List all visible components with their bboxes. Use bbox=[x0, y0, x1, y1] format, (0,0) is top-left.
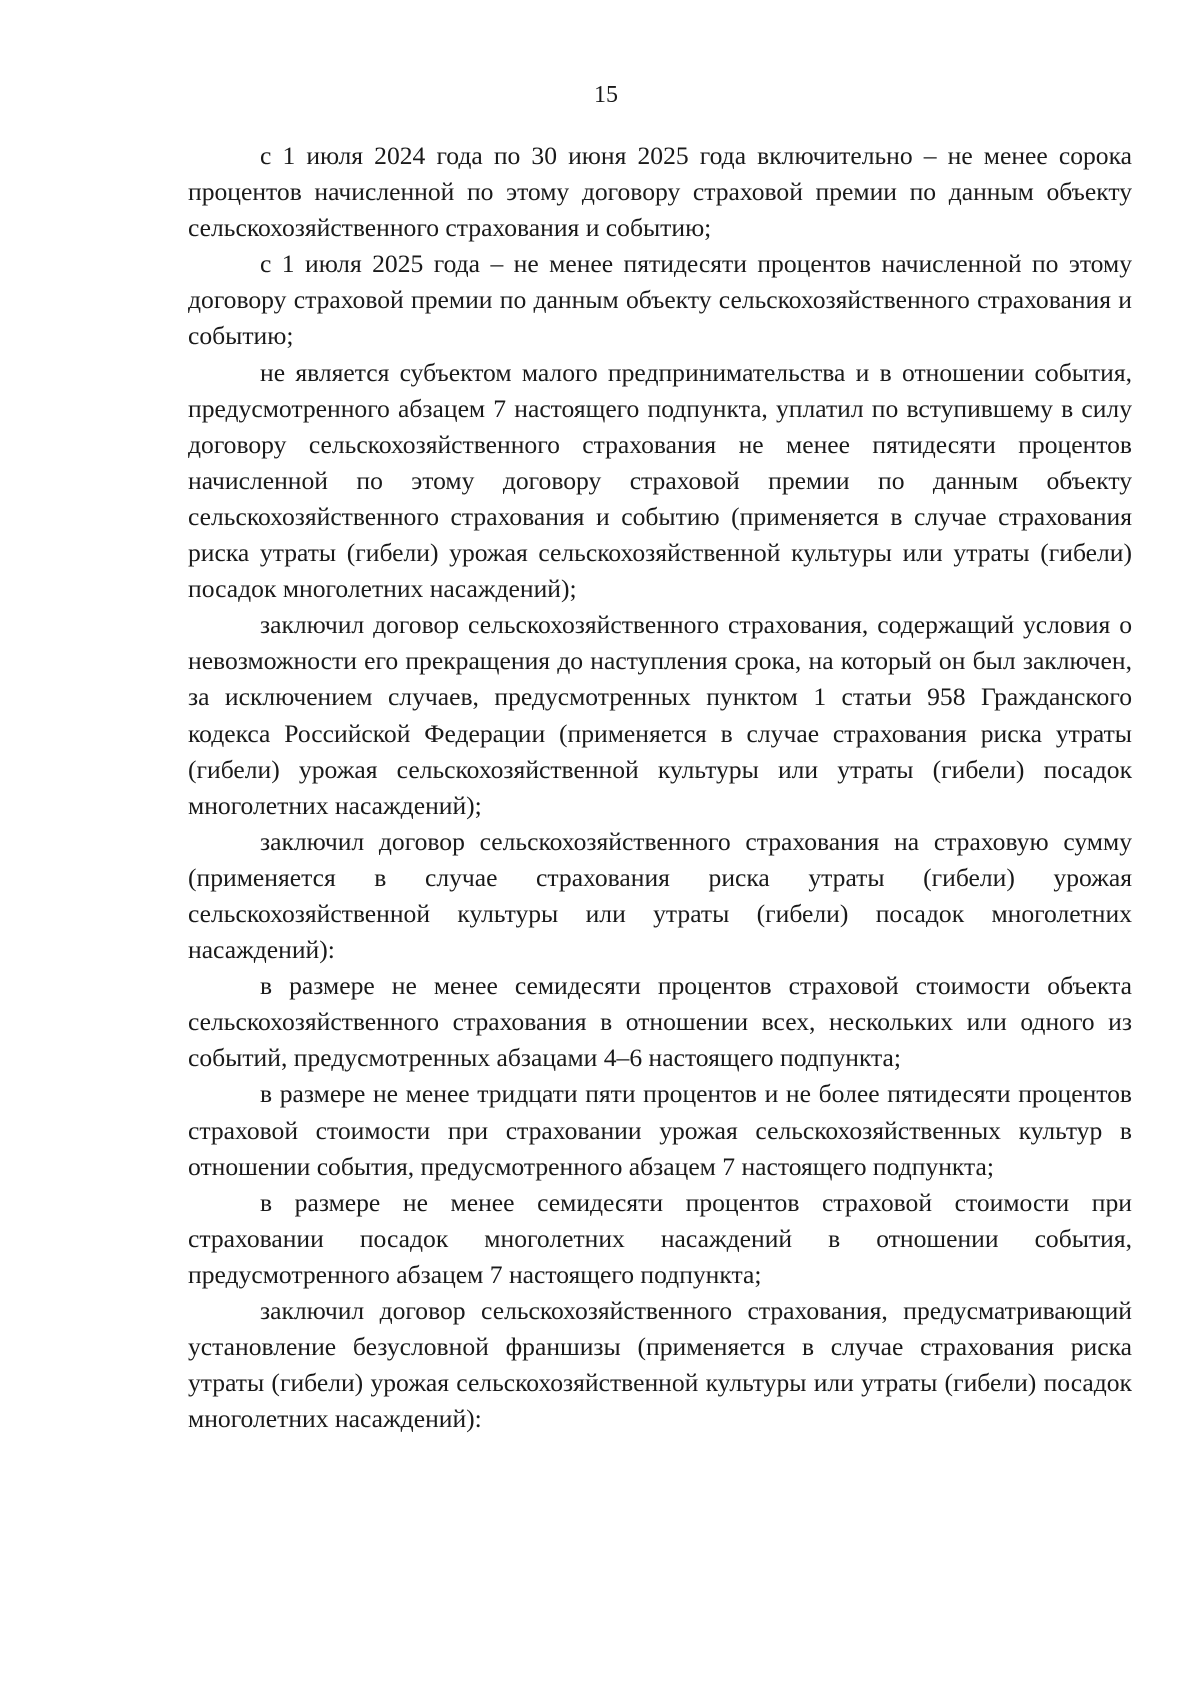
paragraph: в размере не менее семидесяти процентов страховой стоимости объекта сельскохозяйственного страхования в отношении всех, нескольких или одного из событий, предусмотренных абзацами 4–6 настоящего подпункта; bbox=[188, 971, 1132, 1073]
paragraph: заключил договор сельскохозяйственного страхования на страховую сумму (применяется в случае страхования риска утраты (гибели) урожая сельскохозяйственной культуры или утраты (гибели) посадок многолетних насаждений): bbox=[188, 826, 1132, 965]
paragraph: заключил договор сельскохозяйственного страхования, предусматривающий установление безусловной франшизы (применяется в случае страхования риска утраты (гибели) урожая сельскохозяйственной культуры или утраты (гибели) посадок многолетних насаждений): bbox=[188, 1296, 1132, 1434]
paragraph: с 1 июля 2025 года – не менее пятидесяти процентов начисленной по этому договору страховой премии по данным объекту сельскохозяйственного страхования и событию; bbox=[188, 249, 1132, 351]
document-body bbox=[188, 138, 1132, 1437]
paragraph: с 1 июля 2024 года по 30 июня 2025 года включительно – не менее сорока процентов начисленной по этому договору страховой премии по данным объекту сельскохозяйственного страхования и событию; bbox=[188, 141, 1132, 243]
paragraph: в размере не менее семидесяти процентов страховой стоимости при страховании посадок многолетних насаждений в отношении события, предусмотренного абзацем 7 настоящего подпункта; bbox=[188, 1187, 1132, 1289]
page-number: 15 bbox=[594, 82, 618, 108]
paragraph: заключил договор сельскохозяйственного страхования, содержащий условия о невозможности его прекращения до наступления срока, на который он был заключен, за исключением случаев, предусмотренных пунктом 1 статьи 958 Гражданского кодекса Российской Федерации (применяется в случае страхования риска утраты (гибели) урожая сельскохозяйственной культуры или утраты (гибели) посадок многолетних насаждений); bbox=[188, 610, 1132, 820]
paragraph: не является субъектом малого предпринимательства и в отношении события, предусмотренного абзацем 7 настоящего подпункта, уплатил по вступившему в силу договору сельскохозяйственного страхования не менее пятидесяти процентов начисленной по этому договору страховой премии по данным объекту сельскохозяйственного страхования и событию (применяется в случае страхования риска утраты (гибели) урожая сельскохозяйственной культуры или утраты (гибели) посадок многолетних насаждений); bbox=[188, 357, 1132, 604]
paragraph: в размере не менее тридцати пяти процентов и не более пятидесяти процентов страховой стоимости при страховании урожая сельскохозяйственных культур в отношении события, предусмотренного абзацем 7 настоящего подпункта; bbox=[188, 1079, 1132, 1181]
